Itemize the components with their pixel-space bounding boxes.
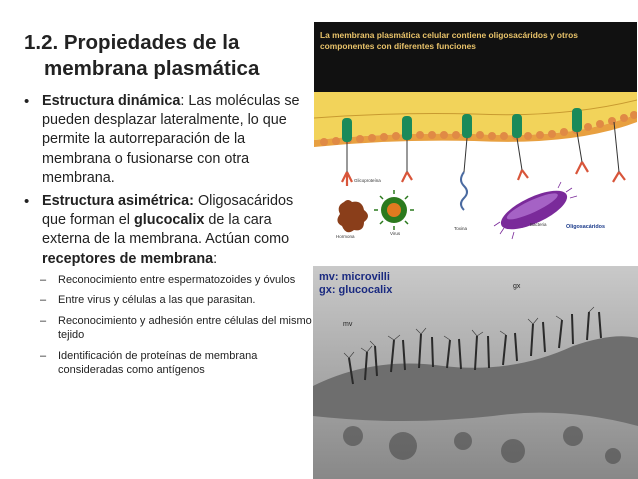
subitem: – Entre virus y células a las que parasitan. — [24, 293, 320, 308]
figure-header-line-1: La membrana plasmática celular contiene oligosacáridos y otros — [320, 30, 578, 40]
bullet-asymmetric-structure — [24, 192, 314, 269]
bullet-1-text: : Las moléculas se pueden desplazar lateralmente, lo que permite la autorreparación de la membrana o fusionarse con otra membrana. — [42, 93, 300, 186]
micrograph-glucocalix — [313, 266, 638, 479]
subitem: – Reconocimiento entre espermatozoides y óvulos — [24, 273, 320, 288]
label-toxin: Toxina — [454, 226, 468, 231]
label-glycoprotein: Glicoproteína — [354, 178, 381, 183]
label-mv: mv — [343, 321, 353, 328]
title-line-1: 1.2. Propiedades de la — [24, 31, 240, 54]
figure-header-line-2: componentes con diferentes funciones — [320, 41, 476, 51]
subitem: – Identificación de proteínas de membrana consideradas como antígenos — [24, 349, 320, 378]
label-bacteria: Bacteria — [530, 222, 547, 227]
bullet-list — [24, 92, 314, 384]
membrane-illustration — [314, 22, 637, 250]
bullet-2-text-1: Oligosacáridos que forman el — [42, 193, 294, 229]
label-oligosaccharides: Oligosacáridos — [566, 224, 605, 230]
subitem-list — [24, 273, 314, 378]
bullet-2-text-2: de la cara externa de la membrana. Actúan como — [42, 212, 290, 248]
bullet-1-heading: Estructura dinámica — [42, 93, 181, 109]
legend-microvilli: mv: microvilli — [319, 271, 390, 283]
bullet-2-glucocalix: glucocalix — [134, 212, 205, 229]
bullet-2-heading: Estructura asimétrica: — [42, 193, 194, 210]
label-hormone: Hormona — [336, 234, 355, 239]
bullet-2-receptores: receptores de membrana — [42, 250, 214, 267]
legend-glucocalix: gx: glucocalix — [319, 284, 393, 296]
slide-title — [24, 30, 304, 82]
title-line-2: membrana plasmática — [44, 57, 260, 80]
bullet-2-text-3: : — [213, 250, 218, 267]
subitem: – Reconocimiento y adhesión entre células del mismo tejido — [24, 314, 320, 343]
label-virus: Virus — [390, 231, 401, 236]
bullet-dynamic-structure — [24, 92, 314, 188]
label-gx: gx — [513, 283, 521, 290]
